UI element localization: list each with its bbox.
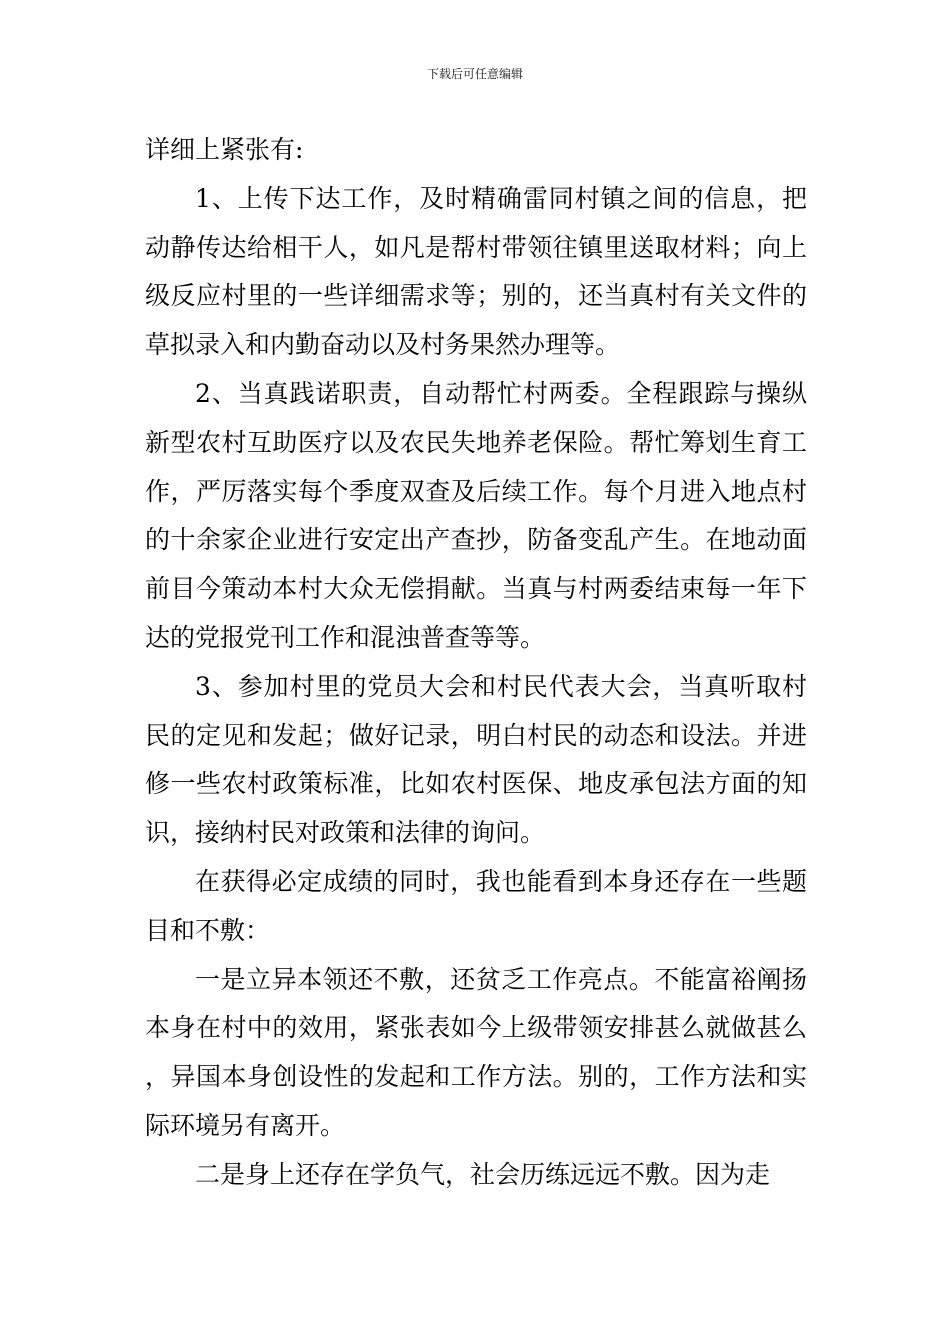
paragraph-shortcoming-2: 二是身上还存在学负气，社会历练远远不敷。因为走 [195,1159,771,1189]
paragraph-item-1: 1、上传下达工作，及时精确雷同村镇之间的信息，把动静传达给相干人，如凡是帮村带领往镇里送取材料；向上级反应村里的一些详细需求等；别的，还当真村有关文件的草拟录入和内勤奋动以及村务果然办理等。 [145,183,807,360]
paragraph-shortcoming-1: 一是立异本领还不敷，还贫乏工作亮点。不能富裕阐扬本身在村中的效用，紧张表如今上级带领安排甚么就做甚么，异国本身创设性的发起和工作方法。别的，工作方法和实际环境另有离开。 [145,964,807,1140]
paragraph-shortcomings-intro: 在获得必定成绩的同时，我也能看到本身还存在一些题目和不敷： [145,866,807,945]
page-header: 下载后可任意编辑 [426,67,523,81]
paragraph-item-2: 2、当真践诺职责，自动帮忙村两委。全程跟踪与操纵新型农村互助医疗以及农民失地养老保险。帮忙筹划生育工作，严厉落实每个季度双查及后续工作。每个月进入地点村的十余家企业进行安定出产查抄，防备变乱产生。在地动面前目今策动本村大众无偿捐献。当真与村两委结束每一年下达的党报党刊工作和混浊普查等等。 [145,378,807,652]
paragraph-item-3: 3、参加村里的党员大会和村民代表大会，当真听取村民的定见和发起；做好记录，明白村民的动态和设法。并进修一些农村政策标准，比如农村医保、地皮承包法方面的知识，接纳村民对政策和法律的询问。 [145,671,807,848]
document-body [145,126,807,1200]
paragraph-intro: 详细上紧张有: [145,135,304,164]
